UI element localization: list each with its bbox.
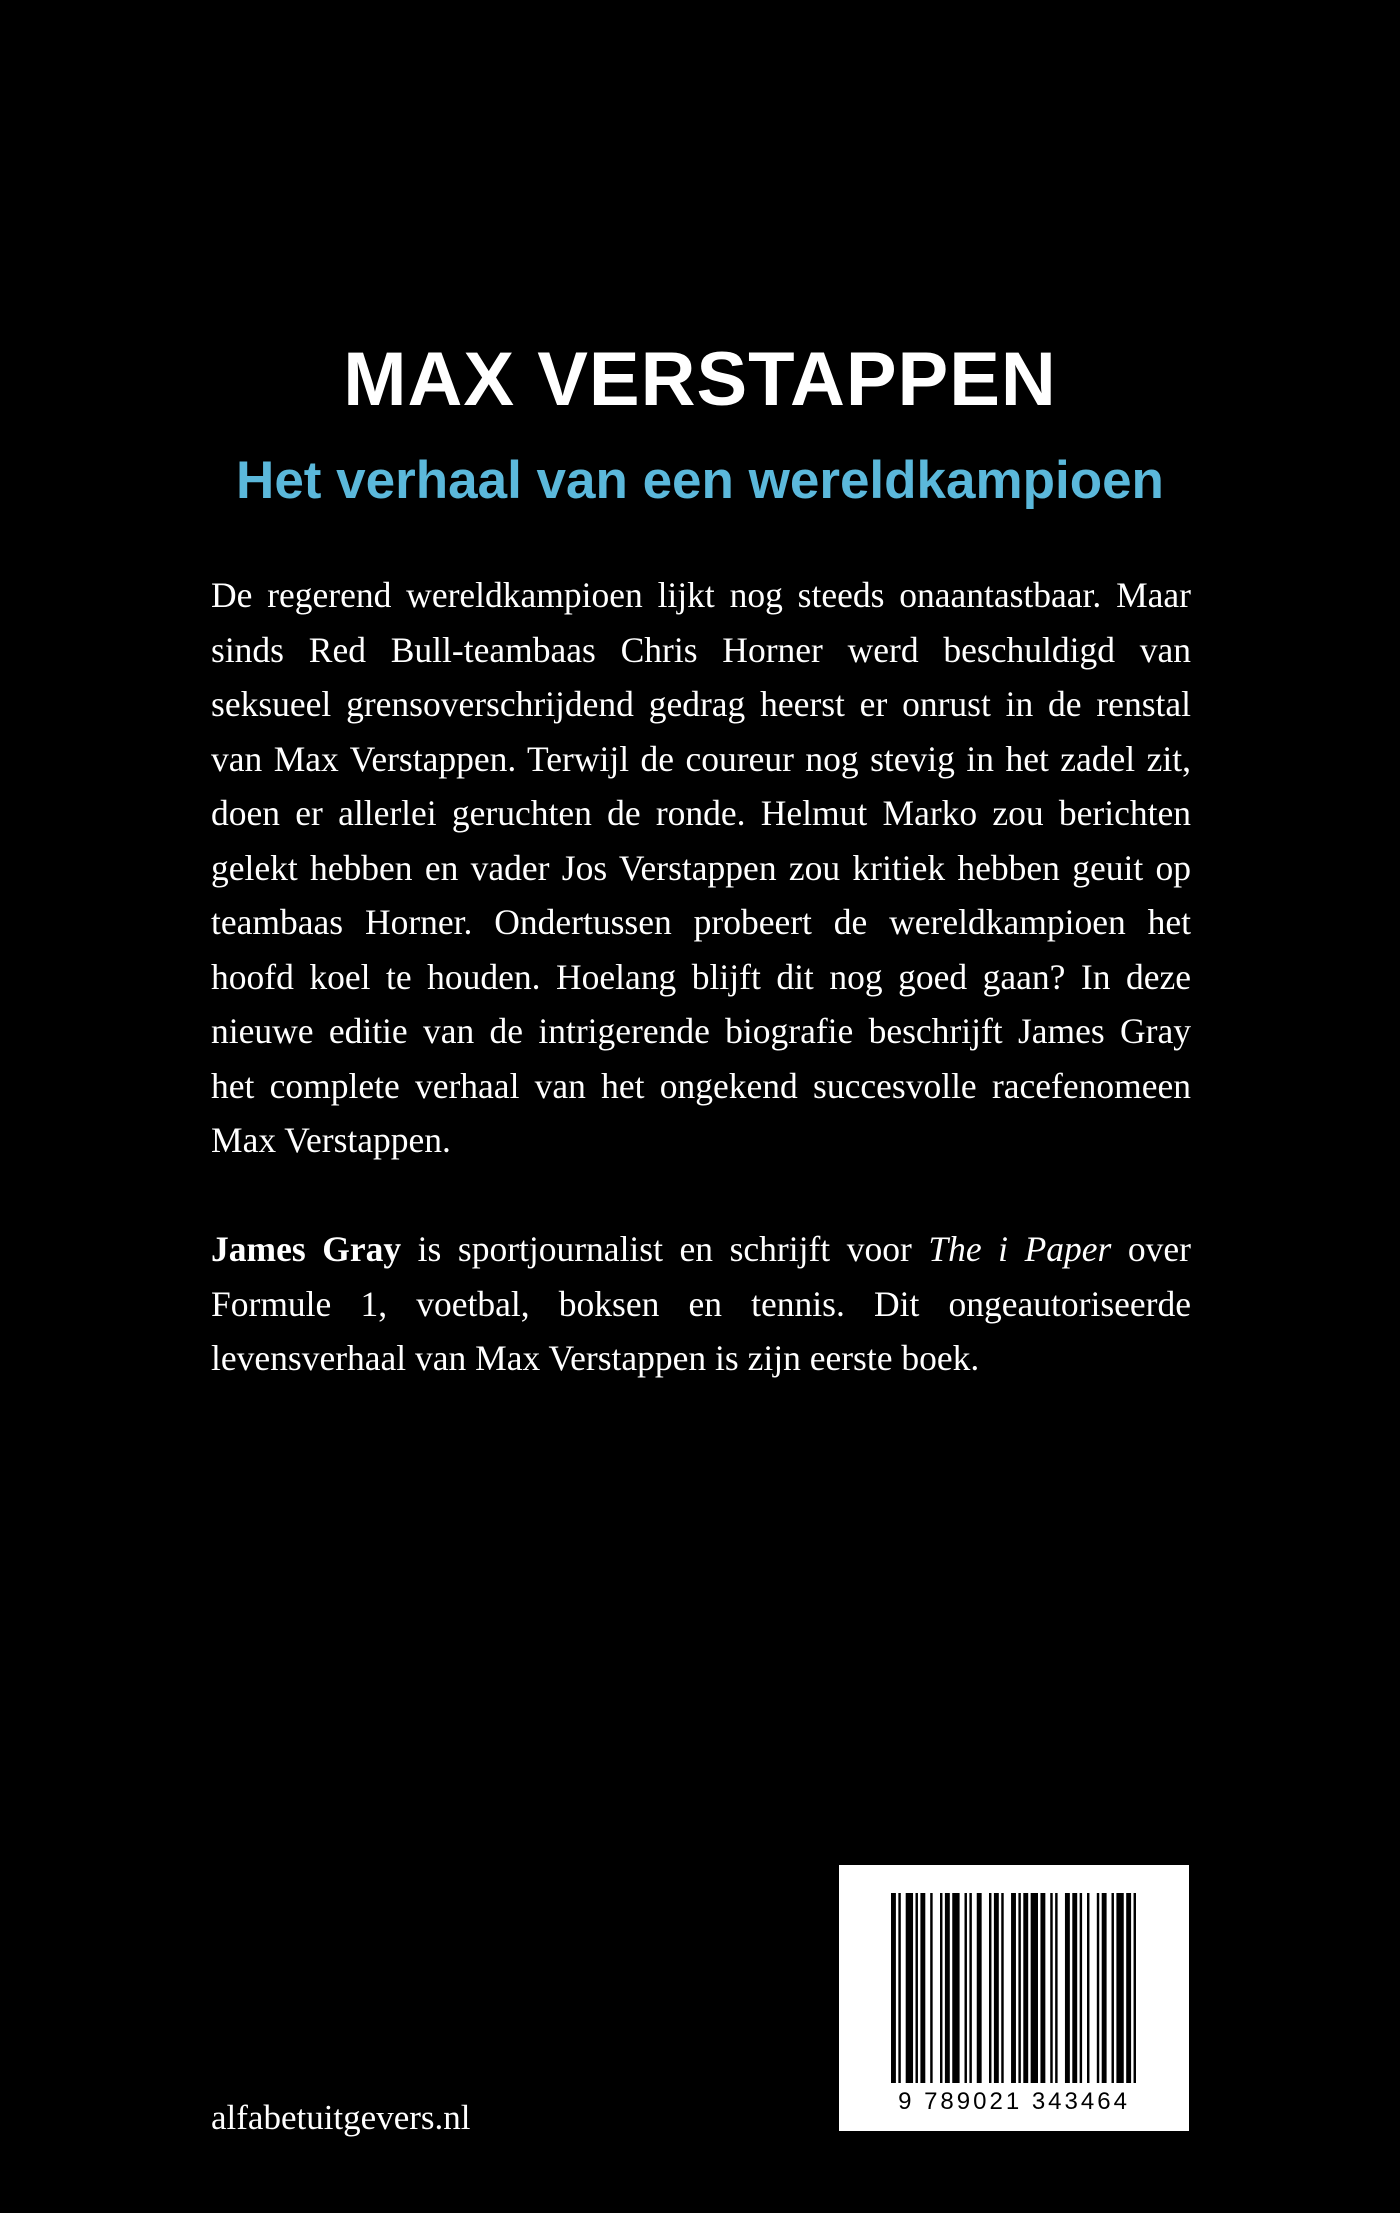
barcode bbox=[839, 1865, 1189, 2131]
barcode-bar bbox=[989, 1893, 991, 2083]
barcode-bar bbox=[940, 1893, 942, 2083]
barcode-bar bbox=[1134, 1893, 1136, 2083]
barcode-bar bbox=[1116, 1893, 1123, 2083]
book-title: MAX VERSTAPPEN bbox=[343, 337, 1057, 422]
bio-text-before: is sportjournalist en schrijft voor bbox=[401, 1229, 929, 1269]
author-name: James Gray bbox=[211, 1229, 402, 1269]
barcode-bar bbox=[1001, 1893, 1003, 2083]
barcode-bar bbox=[1055, 1893, 1057, 2083]
barcode-bar bbox=[930, 1893, 932, 2083]
barcode-bar bbox=[969, 1893, 971, 2083]
barcode-bar bbox=[965, 1893, 967, 2083]
barcode-bar bbox=[994, 1893, 999, 2083]
barcode-bar bbox=[906, 1893, 913, 2083]
barcode-bar bbox=[916, 1893, 918, 2083]
barcode-bar bbox=[1018, 1893, 1020, 2083]
barcode-bar bbox=[1050, 1893, 1052, 2083]
barcode-bar bbox=[952, 1893, 959, 2083]
barcode-bar bbox=[977, 1893, 982, 2083]
bio-text-after: over Formule 1, voetbal, boksen en tennis. Dit ongeautoriseerde levensverhaal van Max Verstappen is zijn eerste boek. bbox=[211, 1229, 1191, 1378]
book-subtitle: Het verhaal van een wereldkampioen bbox=[236, 451, 1164, 510]
barcode-bar bbox=[1102, 1893, 1107, 2083]
barcode-bar bbox=[891, 1893, 896, 2083]
isbn-number: 9 789021 343464 bbox=[898, 2088, 1130, 2115]
back-cover-blurb: De regerend wereldkampioen lijkt nog steeds onaantastbaar. Maar sinds Red Bull-teambaas Chris Horner werd beschuldigd van seksueel grensoverschrijdend gedrag heerst er onrust in de renstal van Max Verstappen. Terwijl de coureur nog stevig in het zadel zit, doen er allerlei geruchten de ronde. Helmut Marko zou berichten gelekt hebben en vader Jos Verstappen zou kritiek hebben geuit op teambaas Horner. Ondertussen probeert de wereldkampioen het hoofd koel te houden. Hoelang blijft dit nog goed gaan? In deze nieuwe editie van de intrigerende biografie beschrijft James Gray het complete verhaal van het ongekend succesvolle racefenomeen Max Verstappen. bbox=[211, 575, 1191, 1160]
barcode-bar bbox=[1040, 1893, 1045, 2083]
barcode-bar bbox=[1087, 1893, 1089, 2083]
publisher-url: alfabetuitgevers.nl bbox=[211, 2098, 471, 2137]
barcode-bar bbox=[1011, 1893, 1016, 2083]
barcode-bar bbox=[1031, 1893, 1038, 2083]
barcode-bar bbox=[1080, 1893, 1082, 2083]
author-bio bbox=[211, 1222, 1191, 1386]
barcode-bar bbox=[898, 1893, 900, 2083]
barcode-bar bbox=[1065, 1893, 1070, 2083]
barcode-bar bbox=[1023, 1893, 1028, 2083]
barcode-bar bbox=[945, 1893, 950, 2083]
publication-name: The i Paper bbox=[928, 1229, 1112, 1269]
barcode-bar bbox=[1097, 1893, 1099, 2083]
barcode-bar bbox=[920, 1893, 925, 2083]
barcode-bar bbox=[1072, 1893, 1077, 2083]
barcode-bar bbox=[1126, 1893, 1131, 2083]
barcode-bar bbox=[1112, 1893, 1114, 2083]
